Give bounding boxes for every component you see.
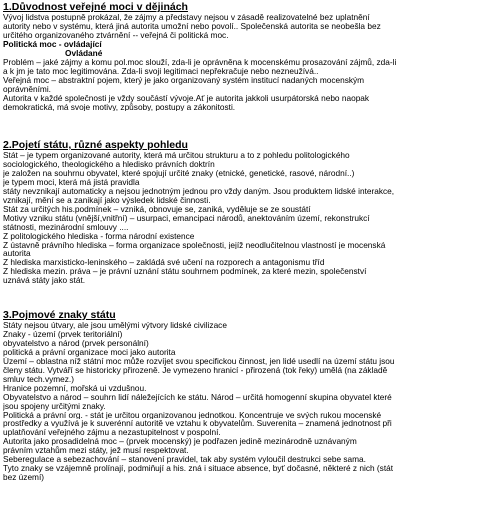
text-line: demokratická, má svoje motivy, způsoby, postupy a zákonitosti. — [3, 102, 236, 112]
text-line: a k jm je tato moc legitimována. Zda-li svoji legitimaci nepřekračuje nebo nezneužívá.. — [3, 66, 319, 76]
text-line: jsou spojeny určitými znaky. — [3, 401, 106, 411]
text-line: obyvatelstvo a národ (prvek personální) — [3, 338, 149, 348]
text-line: smluv tech.vymez.) — [3, 374, 74, 384]
text-line: Území – oblastna níž státní moc může rozvíjet svou specifickou činnost, jen lidé usedlí na území státu jsou — [3, 356, 395, 366]
text-line: Z politologického hlediska - forma národní existence — [3, 231, 195, 241]
text-line: Stát za určitých his.podmínek – vzniká, obnovuje se, zaniká, vyděluje se ze soustátí — [3, 204, 311, 214]
text-line: právním vztahům mezi státy, jež musí respektovat. — [3, 446, 189, 456]
text-line: státy nevznikají automaticky a nejsou jednotným jednou pro vždy daným. Jsou produktem lidské interakce, — [3, 186, 395, 196]
section-3 — [3, 309, 479, 482]
text-line: vznikají, mění se a zanikají jako výsledek lidské činnosti. — [3, 195, 211, 205]
text-line: Stát – je typem organizované autority, která má určitou strukturu a to z pohledu politologického — [3, 151, 350, 160]
text-line: politická a právní organizace moci jako autorita — [3, 347, 176, 357]
text-line: státnosti, mezinárodní smlouvy .... — [3, 222, 129, 232]
text-line: Problém – jaké zájmy a komu pol.moc slouží, zda-li je oprávněna k mocenskému prosazování zájmů, zda-li — [3, 57, 397, 67]
text-line: Politická a právní org. - stát je určitou organizovanou jednotkou. Koncentruje ve svých rukou mocenské — [3, 410, 382, 420]
text-line: oprávněními. — [3, 84, 51, 94]
text-line: je založen na souhrnu obyvatel, které spojují určité znaky (etnické, genetické, rasové, národní..) — [3, 168, 355, 178]
text-line: Motivy vzniku státu (vnější,vnitřní) – usurpaci, emancipaci národů, anektováním území, rekonstrukcí — [3, 213, 370, 223]
text-line: členy státu. Vytváří se historicky přirozeně. Je vymezeno hranicí - přirozená (tok řeky) umělá (na základě — [3, 365, 388, 375]
section-2 — [3, 139, 479, 285]
text-line: autorita — [3, 249, 31, 259]
text-line: je typem moci, která má jistá pravidla — [3, 177, 140, 187]
section-1-heading: 1.Důvodnost veřejné moci v dějinách — [3, 1, 188, 13]
text-line: Veřejná moc – abstraktní pojem, který je jako organizovaný systém institucí nadaných mocenským — [3, 75, 365, 85]
text-line: Hranice pozemní, mořská ui vzdušnou. — [3, 383, 147, 393]
text-line: Politická moc - ovládající — [3, 39, 102, 49]
text-line: určitého organizovaného ztvárnění -- veřejná či politická moc. — [3, 30, 229, 40]
text-line: Znaky - území (prvek teritoriální) — [3, 329, 123, 339]
text-line: Autorita jako prosadidelná moc – (prvek mocenský) je podřazen jedině mezinárodně uznávaným — [3, 437, 357, 447]
text-line: Autorita v každé společnosti je vždy součástí vývoje.Ať je autorita jakkoli usurpátorská nebo naopak — [3, 93, 370, 103]
section-2-heading: 2.Pojetí státu, různé aspekty pohledu — [3, 139, 188, 151]
text-line: Státy nejsou útvary, ale jsou umělými výtvory lidské civilizace — [3, 321, 227, 330]
text-line: bez území) — [3, 473, 45, 483]
text-line: Vývoj lidstva postupně prokázal, že zájmy a představy nejsou v zásadě realizovatelné bez uplatnění — [3, 13, 370, 22]
text-line: Tyto znaky se vzájemně prolínají, podmiňují a his. zná i situace absence, byť dočasné, některé z nich (stát — [3, 464, 394, 474]
text-line: autority nebo v systému, která jiná autorita umožní nebo povolí.. Společenská autorita se neobešla bez — [3, 21, 381, 31]
section-1 — [3, 1, 479, 111]
text-line: Z ústavně právního hlediska – forma organizace společnosti, jejíž neodlučitelnou vlastností je mocenská — [3, 240, 386, 250]
text-line: Obyvatelstvo a národ – souhrn lidí náležejících ke státu. Národ – určitá homogenní skupina obyvatel které — [3, 392, 392, 402]
text-line: uplatňování veřejného zájmu a nezastupitelnost v pospolní. — [3, 428, 221, 438]
text-line: Seberegulace a sebezachování – stanovení pravidel, tak aby systém vyloučil destrukci sebe sama. — [3, 455, 366, 465]
text-line: Z hlediska marxisticko-leninského – zakládá své učení na rozporech a antagonismu tříd — [3, 258, 325, 268]
text-line: prostředky a využívá je k suverénní autoritě ve vztahu k obyvatelům. Suverenita – znamená jednotnost při — [3, 419, 392, 429]
text-line: uznává státy jako stát. — [3, 276, 86, 286]
text-line: Z hlediska mezin. práva – je právní uznání státu souhrnem podmínek, za které mezin, společenství — [3, 267, 367, 277]
section-3-heading: 3.Pojmové znaky státu — [3, 309, 116, 321]
text-line: sociologického, theologického a hledisko právních doktrín — [3, 159, 215, 169]
text-line: Ovládané — [65, 48, 103, 58]
